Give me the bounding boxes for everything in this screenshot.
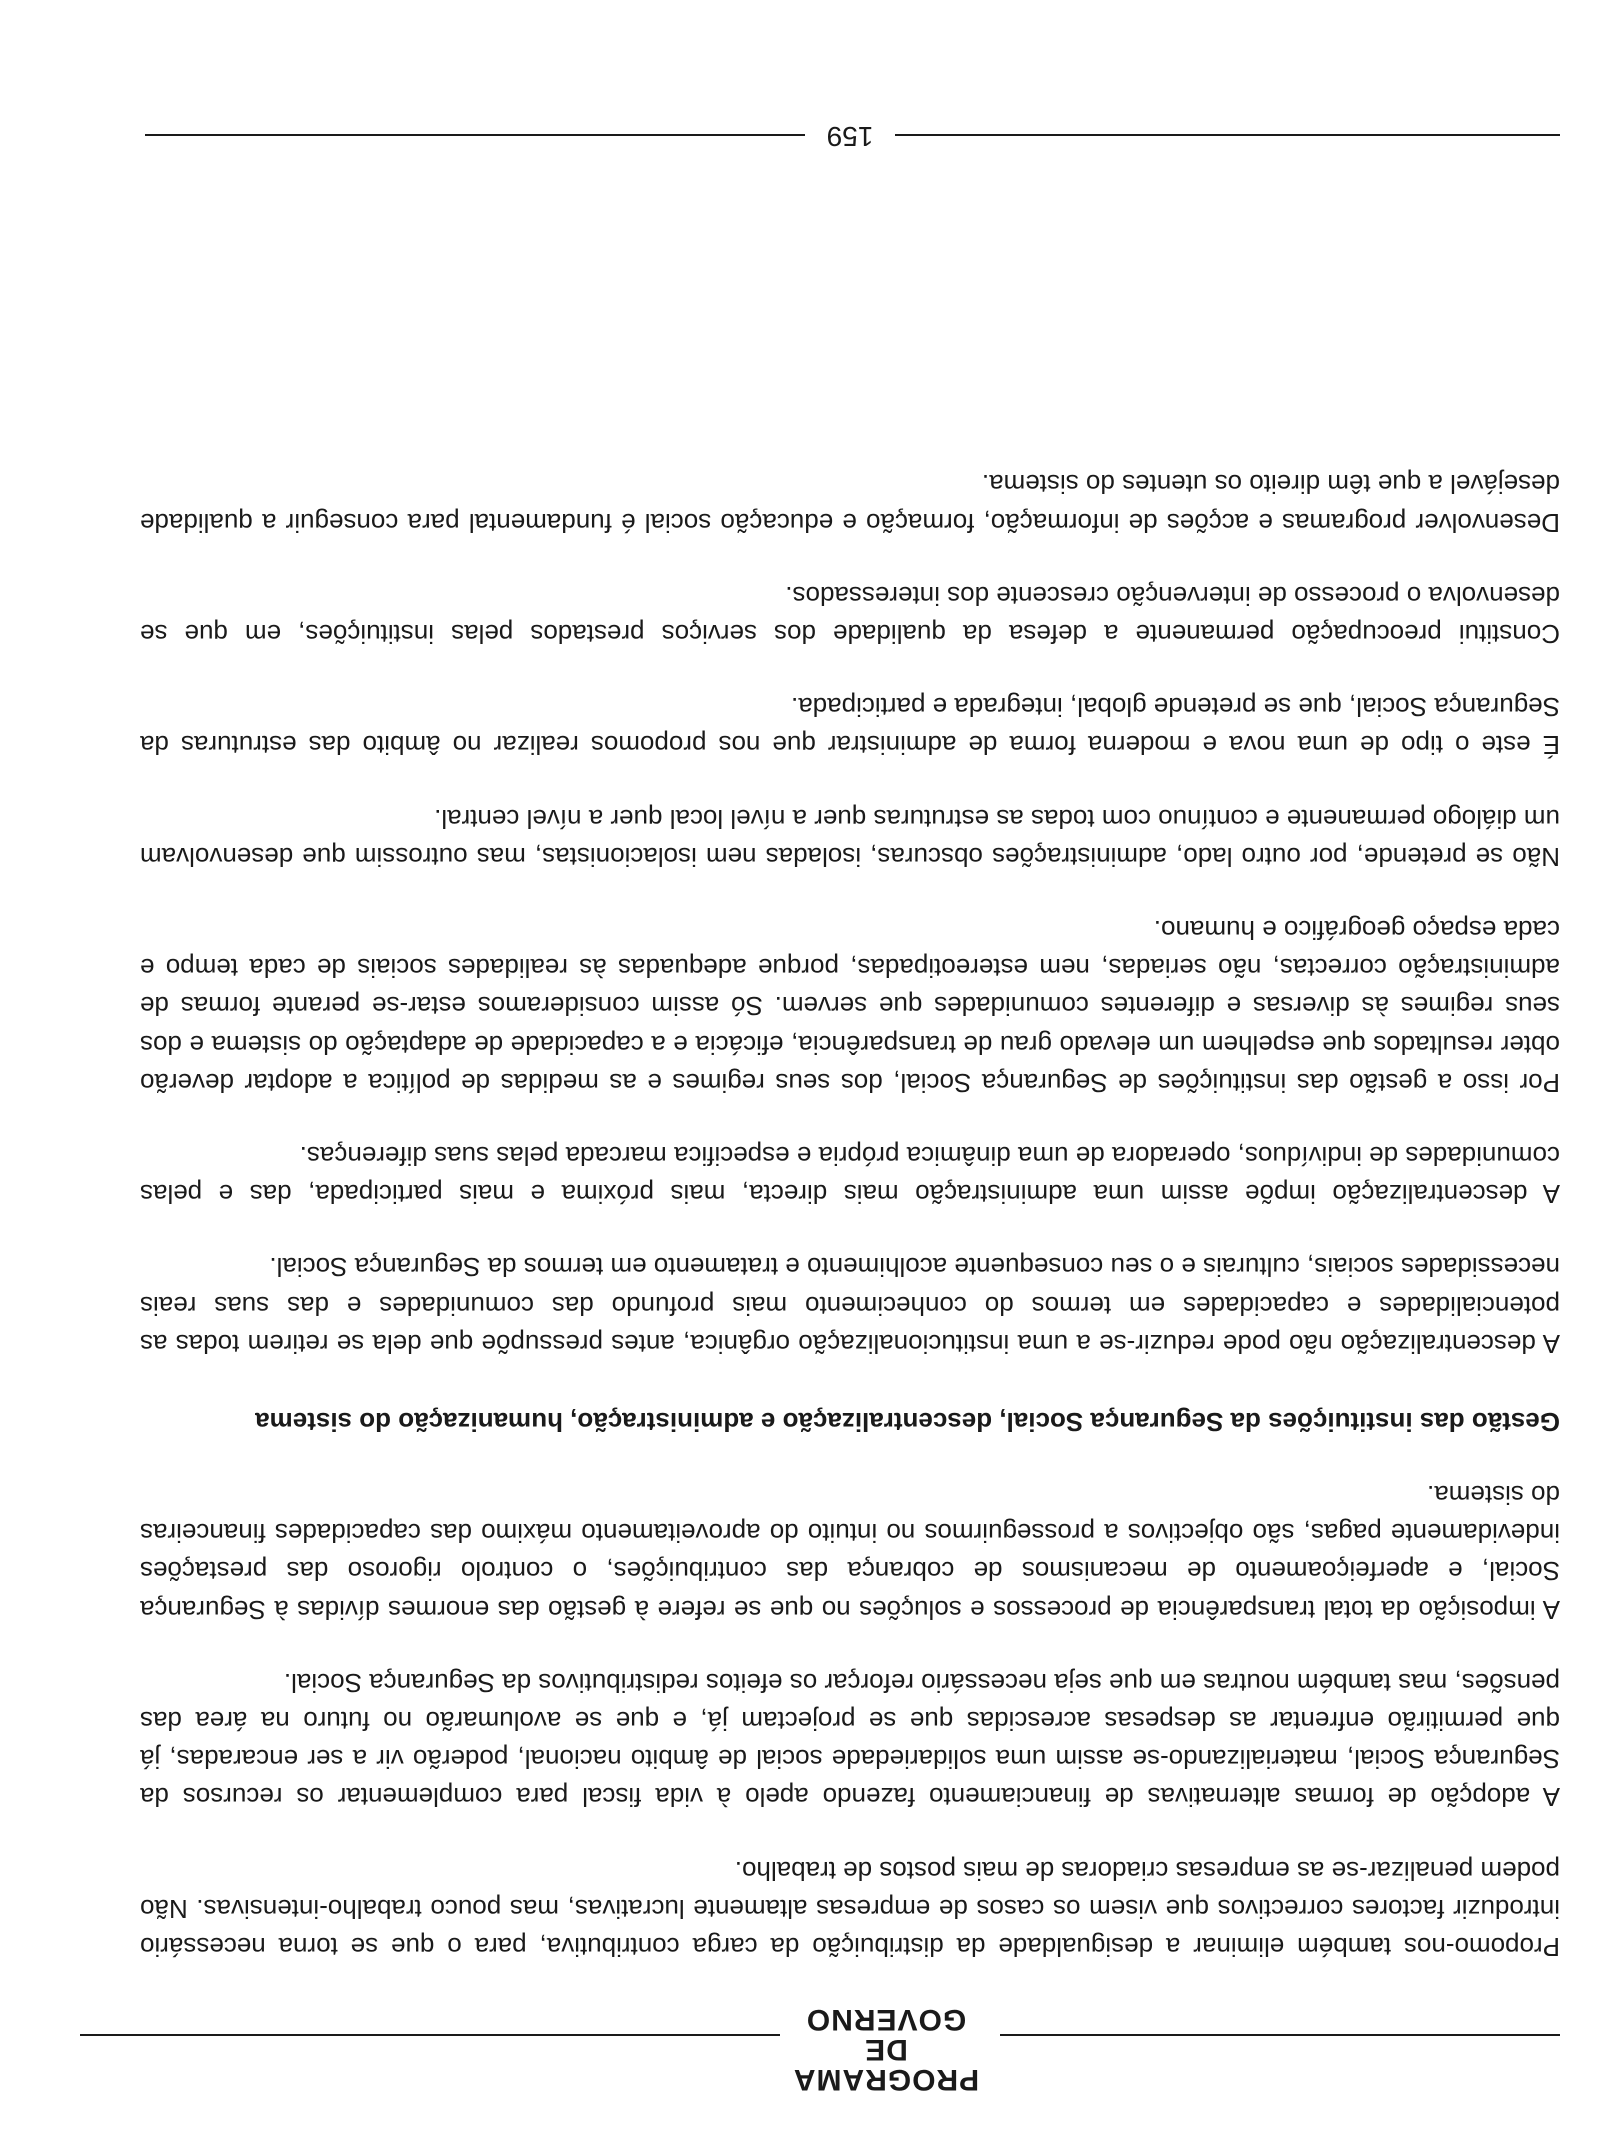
page-body [140,430,1560,1966]
program-title-line-1: PROGRAMA [792,2063,980,2096]
paragraph: A adopção de formas alternativas de financiamento fazendo apelo à vida fiscal para complementar os recursos da Segurança Social, materializando-se assim uma solidariedade social de âmbito nacional, poderão vir a ser encaradas, já que permitirão enfrentar as despesas acrescidas que se projectam já, e que se avolumarão no futuro na área das pensões, mas também noutras em que seja necessário reforçar os efeitos redistributivos da Segurança Social. [140,1667,1560,1813]
header-rule-left [1000,2034,1560,2036]
paragraph: Desenvolver programas e acções de informação, formação e educação social é fundamental para conseguir a qualidade desejável a que têm direito os utentes do sistema. [140,469,1560,538]
footer-rule-left [895,134,1560,136]
footer-rule-right [145,134,805,136]
page-header [80,2004,1560,2094]
header-rule-right [80,2034,780,2036]
page-footer [60,104,1560,164]
paragraph: Por isso a gestão das instituições de Segurança Social, dos seus regimes e as medidas de política a adoptar deverão obter resultados que espelhem um elevado grau de transparência, eficácia e a capacidade de adaptação do sistema e dos seus regimes às diversas e diferentes comunidades que servem. Só assim consideramos estar-se perante formas de administração correctas, não seriadas, nem estereotipadas, porque adequadas às realidades sociais de cada tempo e cada espaço geográfico e humano. [140,914,1560,1098]
section-heading: Gestão das instituições da Segurança Social, descentralização e administração, humanização do sistema [255,1406,1560,1437]
paragraph: A descentralização não pode reduzir-se a uma institucionalização orgânica, antes pressupõe que dela se retirem todas as potencialidades e capacidades em termos do conhecimento mais profundo das comunidades e das suas reais necessidades sociais, culturais e o seu consequente acolhimento e tratamento em termos da Segurança Social. [140,1252,1560,1359]
program-title [786,2004,986,2094]
paragraph: A imposição da total transparência de processos e soluções no que se refere à gestão das enormes dívidas à Segurança Social, e aperfeiçoamento de mecanismos de cobrança das contribuições, o controlo rigoroso das prestações indevidamente pagas, são objectivos a prosseguirmos no intuito do aproveitamento máximo das capacidades financeiras do sistema. [140,1479,1560,1625]
page-number: 159 [826,121,874,152]
paragraph: Propomo-nos também eliminar a desigualdade da distribuição da carga contributiva, para o que se torna necessário introduzir factores correctivos que visem os casos de empresas altamente lucrativas, mas pouco trabalho-intensivas. Não podem penalizar-se as empresas criadoras de mais postos de trabalho. [140,1855,1560,1962]
paragraph: A descentralização impõe assim uma administração mais directa, mais próxima e mais participada, das e pelas comunidades de indivíduos, operadora de uma dinâmica própria e especifica marcada pelas suas diferenças. [140,1140,1560,1210]
program-title-line-2: DE GOVERNO [805,2003,967,2066]
paragraph: Constitui preocupação permanente a defesa da qualidade dos serviços prestados pelas instituições, em que se desenvolva o processo de intervenção crescente dos interessados. [140,580,1560,649]
paragraph: Não se pretende, por outro lado, administrações obscuras, isoladas nem isolacionistas, mas outrossim que desenvolvam um diálogo permanente e contínuo com todas as estruturas quer a nível local quer a nível central. [140,803,1560,872]
paragraph: É este o tipo de uma nova e moderna forma de administrar que nos propomos realizar no âmbito das estruturas da Segurança Social, que se pretende global, integrada e participada. [140,692,1560,761]
